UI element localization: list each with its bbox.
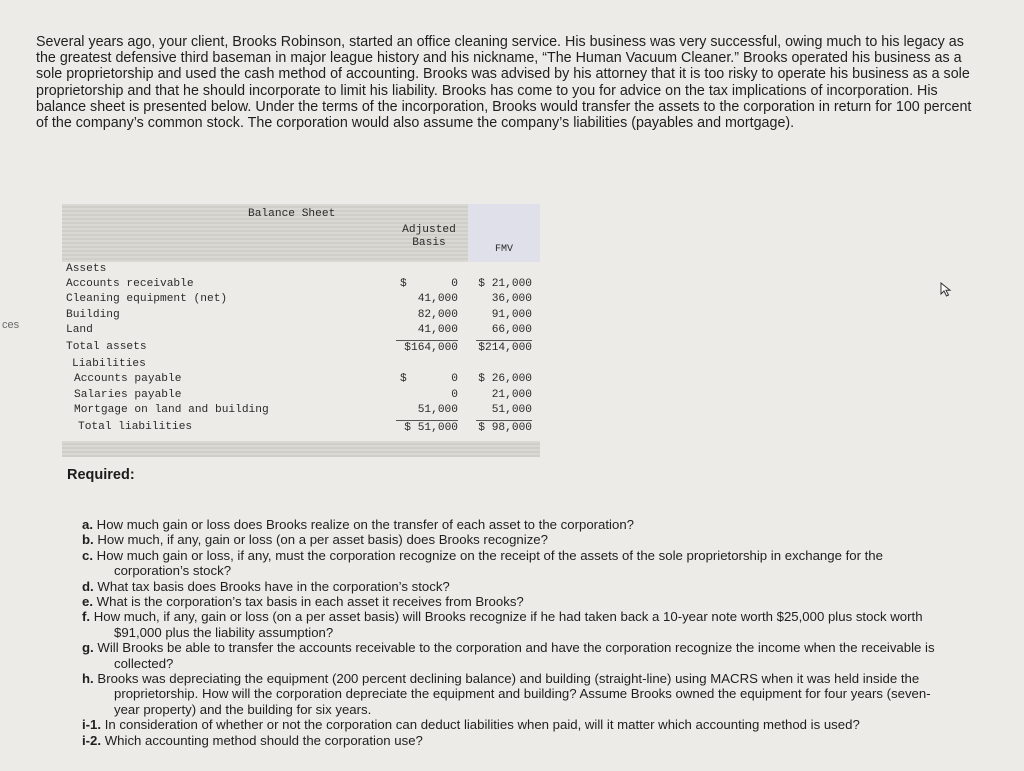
- row-label: Accounts payable: [74, 373, 182, 386]
- fmv-total: $ 98,000: [476, 420, 532, 436]
- adjusted-header-line1: Adjusted: [402, 224, 456, 236]
- balance-sheet-title: Balance Sheet: [248, 208, 336, 220]
- table-row: [62, 308, 540, 323]
- fmv-value: 21,000: [491, 388, 532, 401]
- adjusted-basis-value: 0: [451, 278, 458, 291]
- adjusted-basis-total: $164,000: [396, 340, 458, 356]
- balance-sheet-header: [62, 204, 540, 262]
- table-row: [62, 372, 540, 387]
- balance-sheet: [62, 204, 540, 457]
- required-heading: Required:: [67, 467, 135, 483]
- dollar-sign: $: [400, 278, 407, 291]
- row-label: Accounts receivable: [66, 278, 194, 291]
- question-i-2: [82, 733, 942, 748]
- row-label: Cleaning equipment (net): [66, 293, 228, 306]
- assets-heading: Assets: [66, 263, 107, 275]
- fmv-value: $ 26,000: [478, 373, 532, 386]
- cropped-sidebar-text: ces: [2, 319, 20, 331]
- question-text: How much gain or loss does Brooks realize on the transfer of each asset to the corporation?: [96, 517, 634, 532]
- balance-sheet-footer-band: [62, 441, 540, 457]
- question-key: i-1.: [82, 717, 102, 733]
- question-h: [82, 671, 942, 717]
- assets-heading-row: [62, 262, 540, 277]
- question-key: i-2.: [82, 732, 102, 748]
- table-row: [62, 388, 540, 403]
- question-c: [82, 548, 942, 579]
- liabilities-heading: Liabilities: [72, 358, 146, 371]
- question-text: What is the corporation’s tax basis in each asset it receives from Brooks?: [96, 594, 524, 610]
- table-row: [62, 403, 540, 418]
- question-key: f.: [82, 609, 91, 625]
- question-text: How much, if any, gain or loss (on a per asset basis) will Brooks recognize if he had taken back a 10-year note worth $25,000 plus stock worth $91,000 plus the liability assumption?: [93, 609, 923, 640]
- question-b: [82, 532, 942, 547]
- fmv-value: $ 21,000: [478, 278, 532, 291]
- liabilities-heading-row: [62, 357, 540, 372]
- question-text: Which accounting method should the corporation use?: [104, 732, 423, 748]
- adjusted-basis-value: 41,000: [417, 323, 458, 336]
- question-key: g.: [82, 640, 94, 656]
- question-i-1: [82, 717, 942, 732]
- question-key: h.: [82, 671, 94, 687]
- question-text: How much gain or loss, if any, must the corporation recognize on the receipt of the assets of the sole proprietorship in exchange for the corporation’s stock?: [96, 547, 883, 579]
- row-label: Total assets: [66, 340, 147, 353]
- adjusted-basis-header: [394, 224, 464, 250]
- question-text: Will Brooks be able to transfer the accounts receivable to the corporation and have the corporation recognize the income when the receivable is collected?: [97, 640, 935, 671]
- fmv-value: 91,000: [491, 308, 532, 321]
- adjusted-basis-value: 41,000: [417, 293, 458, 306]
- problem-intro: Several years ago, your client, Brooks Robinson, started an office cleaning service. His business was very successful, owing much to his legacy as the greatest defensive third baseman in major league history and his nickname, “The Human Vacuum Cleaner.” Brooks operated his business as a sole proprietorship and used the cash method of accounting. Brooks was advised by his attorney that it is too risky to operate his business as a sole proprietorship and that he should incorporate to limit his liability. Brooks has come to you for advice on the tax implications of incorporation. His balance sheet is presented below. Under the terms of the incorporation, Brooks would transfer the assets to the corporation in return for 100 percent of the company’s common stock. The corporation would also assume the company’s liabilities (payables and mortgage).: [36, 34, 972, 132]
- question-list: [82, 517, 942, 748]
- question-text: Brooks was depreciating the equipment (200 percent declining balance) and building (straight-line) using MACRS when it was held inside the proprietorship. How will the corporation depreciate the equipment and building? Assume Brooks owned the equipment for four years (seven-year property) and the building for six years.: [97, 671, 931, 717]
- question-e: [82, 594, 942, 609]
- total-assets-row: [62, 340, 540, 355]
- fmv-value: 36,000: [491, 293, 532, 306]
- fmv-value: 51,000: [491, 403, 532, 416]
- adjusted-basis-value: 0: [451, 373, 458, 386]
- question-key: b.: [82, 532, 94, 548]
- fmv-total: $214,000: [476, 340, 532, 356]
- row-label: Total liabilities: [78, 420, 193, 433]
- table-row: [62, 277, 540, 292]
- question-a: [82, 517, 942, 532]
- question-key: e.: [82, 594, 93, 610]
- mouse-pointer-icon: [940, 282, 954, 298]
- table-row: [62, 292, 540, 307]
- adjusted-header-line2: Basis: [412, 237, 446, 249]
- total-liabilities-row: [62, 420, 540, 435]
- adjusted-basis-total: $ 51,000: [396, 420, 458, 436]
- adjusted-basis-value: 82,000: [417, 308, 458, 321]
- fmv-header: FMV: [494, 244, 513, 255]
- question-d: [82, 579, 942, 594]
- question-f: [82, 609, 942, 640]
- question-text: How much, if any, gain or loss (on a per asset basis) does Brooks recognize?: [97, 532, 548, 548]
- question-text: In consideration of whether or not the corporation can deduct liabilities when paid, will it matter which accounting method is used?: [104, 717, 860, 733]
- dollar-sign: $: [400, 373, 407, 386]
- adjusted-basis-value: 51,000: [417, 403, 458, 416]
- question-key: d.: [82, 578, 94, 594]
- question-key: a.: [82, 517, 93, 532]
- question-text: What tax basis does Brooks have in the corporation’s stock?: [97, 578, 450, 594]
- row-label: Salaries payable: [74, 388, 182, 401]
- row-label: Building: [66, 308, 120, 321]
- fmv-value: 66,000: [491, 323, 532, 336]
- row-label: Land: [66, 323, 93, 336]
- table-row: [62, 323, 540, 338]
- adjusted-basis-value: 0: [451, 388, 458, 401]
- question-g: [82, 640, 942, 671]
- question-key: c.: [82, 547, 93, 563]
- row-label: Mortgage on land and building: [74, 403, 269, 416]
